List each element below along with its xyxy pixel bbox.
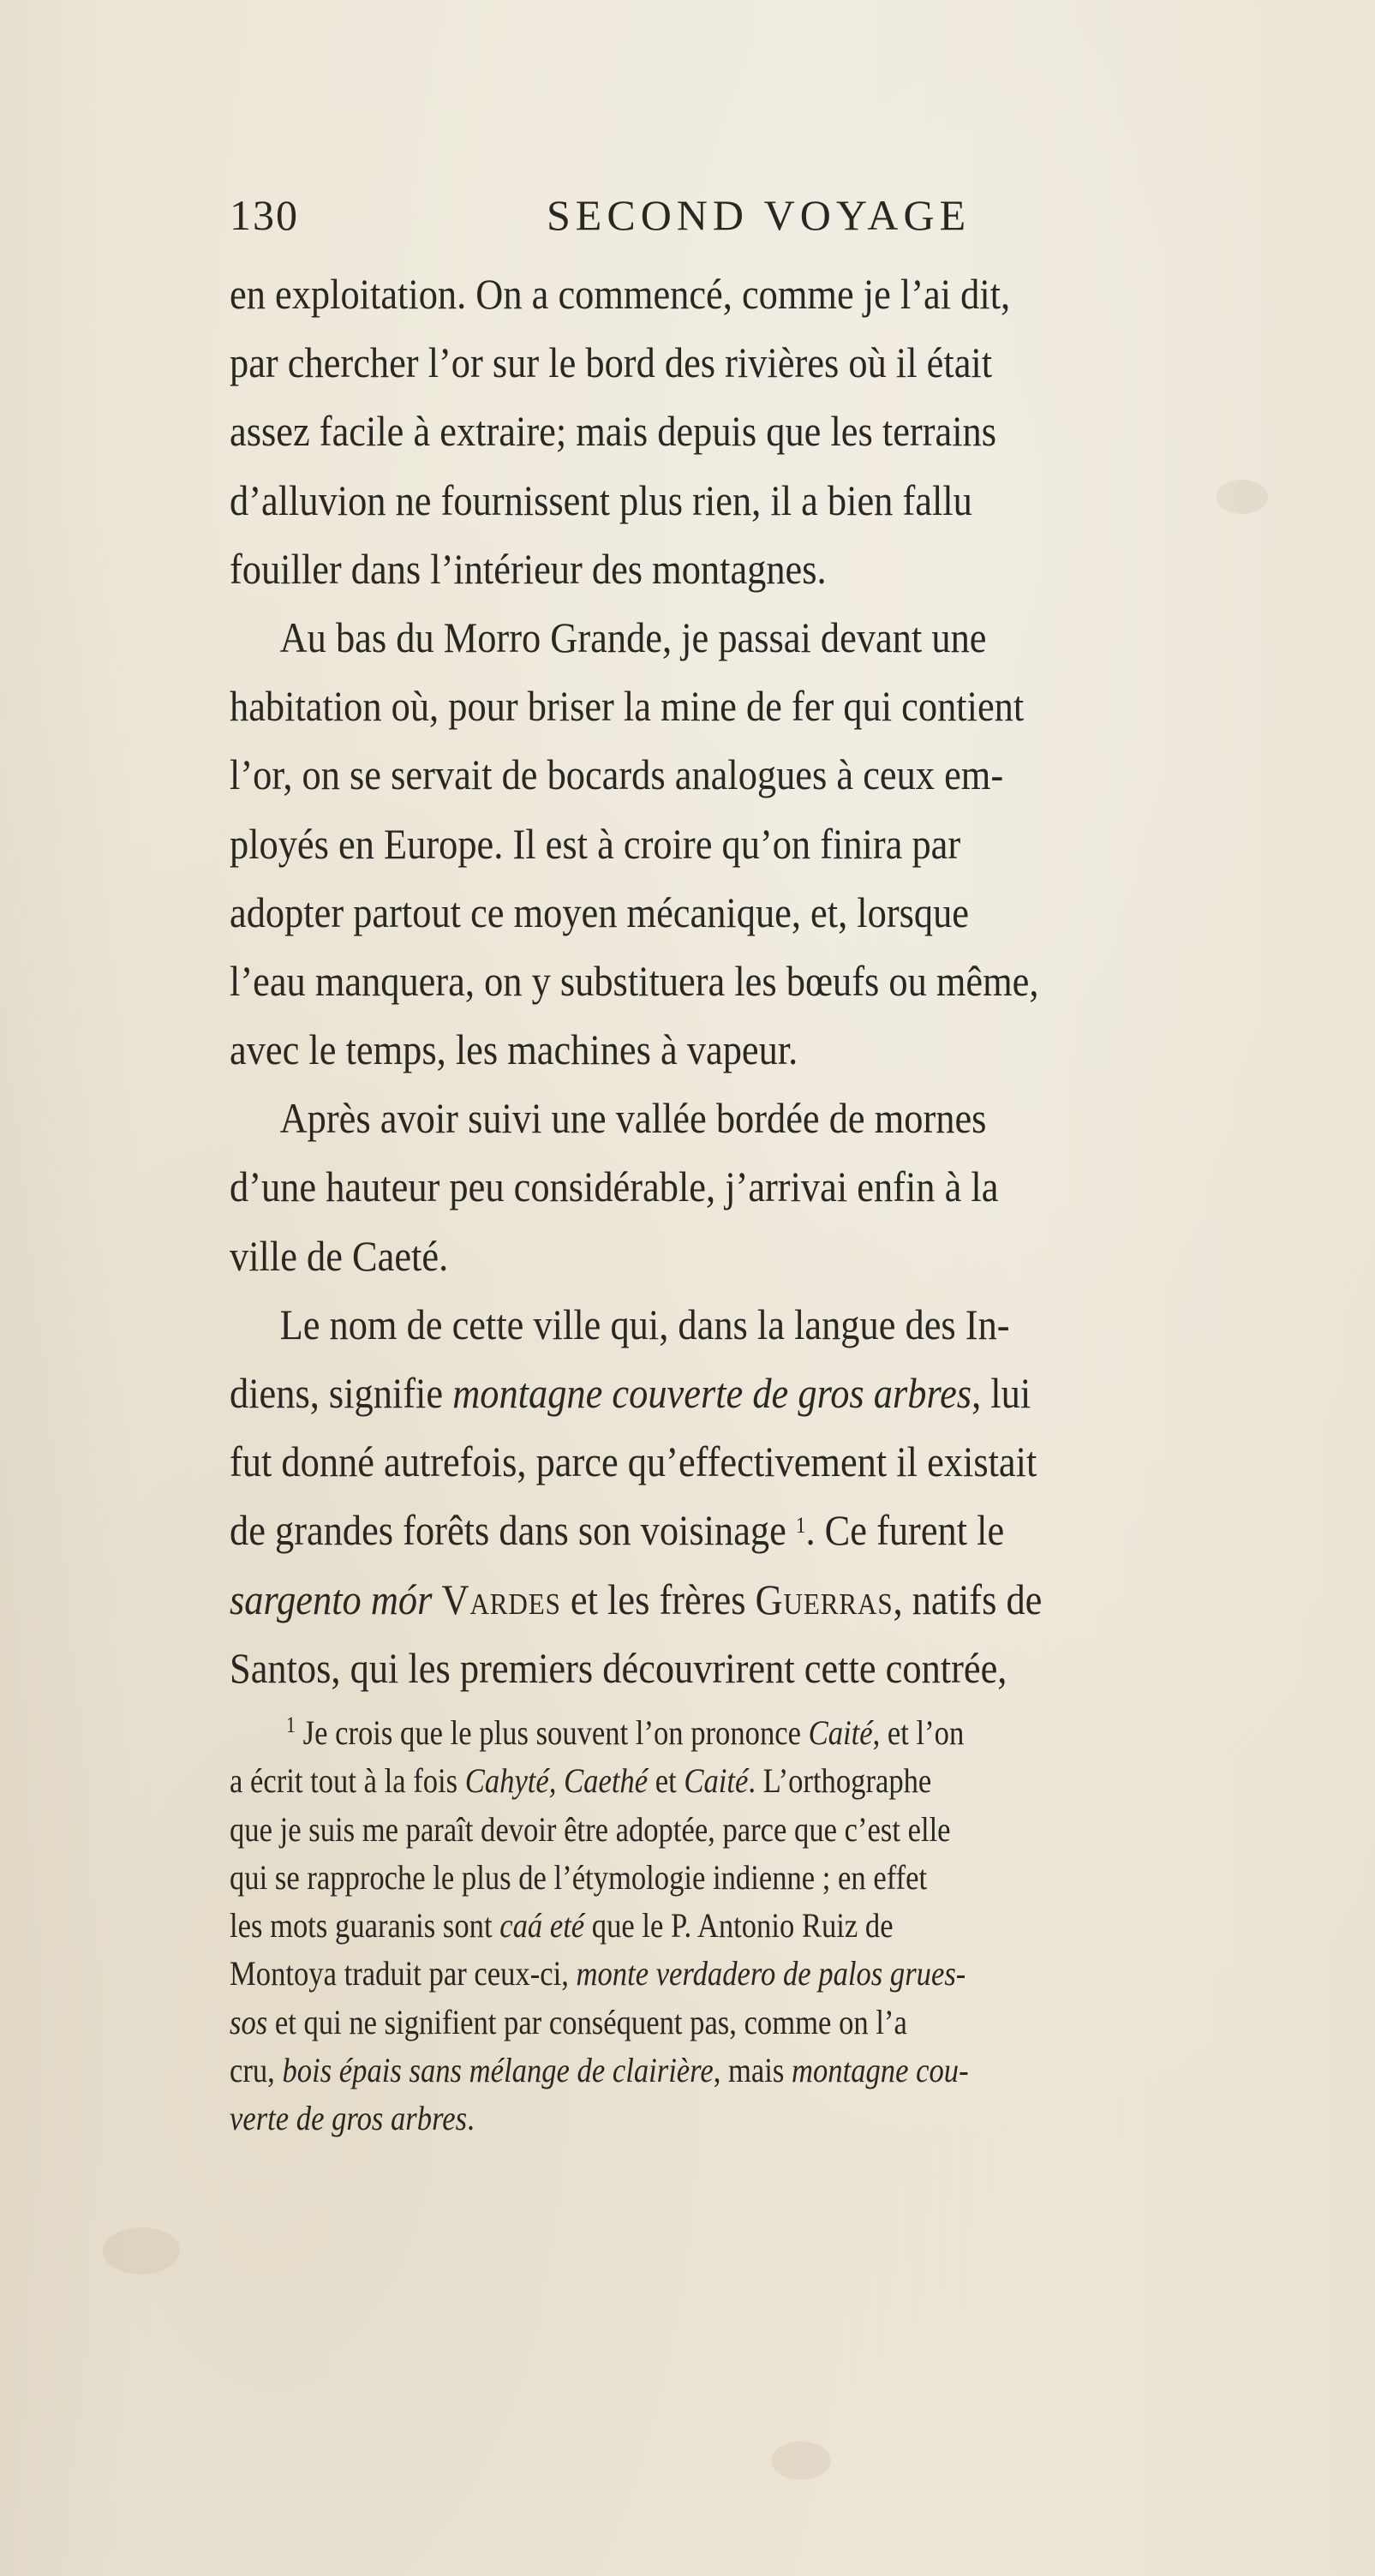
body-line [230,947,1249,1015]
text-run: . L’orthographe [748,1761,932,1801]
text-run: , mais [713,2051,792,2090]
text-run: ville de Caeté. [230,1231,449,1280]
body-line [230,1565,1249,1634]
text-run: en exploitation. On a commencé, comme je l’ai dit, [230,270,1011,318]
small-caps-name: Vardes [441,1575,561,1623]
body-line [230,535,1249,603]
text-run: fut donné autrefois, parce qu’effectivement il existait [230,1437,1037,1486]
footnote-line [230,1950,1208,1998]
footnote-line [230,1902,1208,1950]
footnote-marker: 1 [285,1712,296,1737]
body-line [230,1152,1249,1221]
text-run: habitation où, pour briser la mine de fer qui contient [230,682,1025,731]
body-line [230,878,1249,947]
text-run: . Ce furent le [805,1506,1005,1555]
body-line [230,672,1249,740]
text-run: l’or, on se servait de bocards analogues à ceux em- [230,750,1004,799]
footnote-line [230,1709,1208,1757]
text-run: assez facile à extraire; mais depuis que les terrains [230,407,997,456]
text-run: Le nom de cette ville qui, dans la langue des In- [279,1300,1010,1348]
footnote-line [230,2095,1208,2143]
text-run: a écrit tout à la fois [230,1761,465,1801]
footnotes [230,1709,1360,2143]
body-text [230,260,1375,1702]
text-run: l’eau manquera, on y substituera les bœufs ou même, [230,956,1039,1005]
body-line [230,1359,1249,1427]
text-run: , et l’on [872,1713,965,1752]
text-run: Je crois que le plus souvent l’on prononce [295,1713,809,1752]
text-run: d’une hauteur peu considérable, j’arrivai enfin à la [230,1162,999,1211]
text-run: adopter partout ce moyen mécanique, et, lorsque [230,888,970,936]
text-run: , natifs de [893,1575,1043,1623]
text-run: diens, signifie [230,1369,453,1417]
text-run: . [467,2099,475,2138]
italic-text: sos [230,2002,268,2041]
italic-text: montagne cou- [792,2051,969,2090]
text-run: et les frères [560,1575,756,1623]
text-run: et qui ne signifient par conséquent pas, comme on l’a [267,2002,907,2041]
italic-text: caá eté [499,1906,585,1945]
text-run: ployés en Europe. Il est à croire qu’on finira par [230,819,961,868]
text-run: d’alluvion ne fournissent plus rien, il a bien fallu [230,475,972,524]
text-run: cru, [230,2051,283,2090]
text-run: les mots guaranis sont [230,1906,500,1945]
text-run: , lui [971,1369,1031,1417]
body-line [230,1496,1249,1564]
footnote-line [230,1806,1208,1854]
text-run: fouiller dans l’intérieur des montagnes. [230,544,827,593]
footnote-line [230,1854,1208,1902]
footnote-line [230,1757,1208,1805]
paper-stain [771,2442,831,2480]
running-head: SECOND VOYAGE [547,191,971,239]
text-run: Montoya traduit par ceux-ci, [230,1954,577,1993]
footnote-line [230,1999,1208,2047]
body-line [230,1427,1249,1496]
italic-text: bois épais sans mélange de clairière [282,2051,714,2090]
italic-text: montagne couverte de gros arbres [452,1369,972,1417]
text-run: Après avoir suivi une vallée bordée de mornes [279,1094,987,1143]
text-run: Au bas du Morro Grande, je passai devant une [279,613,987,661]
paper-stain [103,2227,180,2274]
text-run: qui se rapproche le plus de l’étymologie indienne ; en effet [230,1857,928,1897]
italic-text: Caité [684,1761,749,1801]
body-line [230,397,1249,465]
text-run: par chercher l’or sur le bord des rivières où il était [230,338,993,387]
page-number: 130 [230,191,299,239]
body-line [230,1084,1249,1152]
body-line [230,1015,1249,1084]
italic-text: monte verdadero de palos grues- [576,1954,966,1993]
italic-text: verte de gros arbres [230,2099,468,2138]
text-run: et [648,1761,685,1801]
footnote-marker: 1 [795,1513,806,1539]
text-run: Santos, qui les premiers découvrirent cette contrée, [230,1643,1007,1692]
text-run: que le P. Antonio Ruiz de [584,1906,894,1945]
page-header [230,190,1133,242]
body-line [230,740,1249,809]
body-line [230,1290,1249,1359]
body-line [230,260,1249,328]
body-line [230,1634,1249,1702]
italic-text: sargento mór [230,1575,433,1623]
text-run: avec le temps, les machines à vapeur. [230,1025,798,1074]
text-run: que je suis me paraît devoir être adoptée, parce que c’est elle [230,1809,951,1849]
text-run: de grandes forêts dans son voisinage [230,1506,796,1555]
body-line [230,1222,1249,1290]
italic-text: Cahyté, Caethé [464,1761,649,1801]
body-line [230,466,1249,535]
footnote-line [230,2047,1208,2095]
body-line [230,810,1249,878]
small-caps-name: Guerras [755,1575,894,1623]
body-line [230,603,1249,672]
italic-text: Caité [808,1713,873,1752]
text-run [432,1575,441,1623]
body-line [230,328,1249,397]
